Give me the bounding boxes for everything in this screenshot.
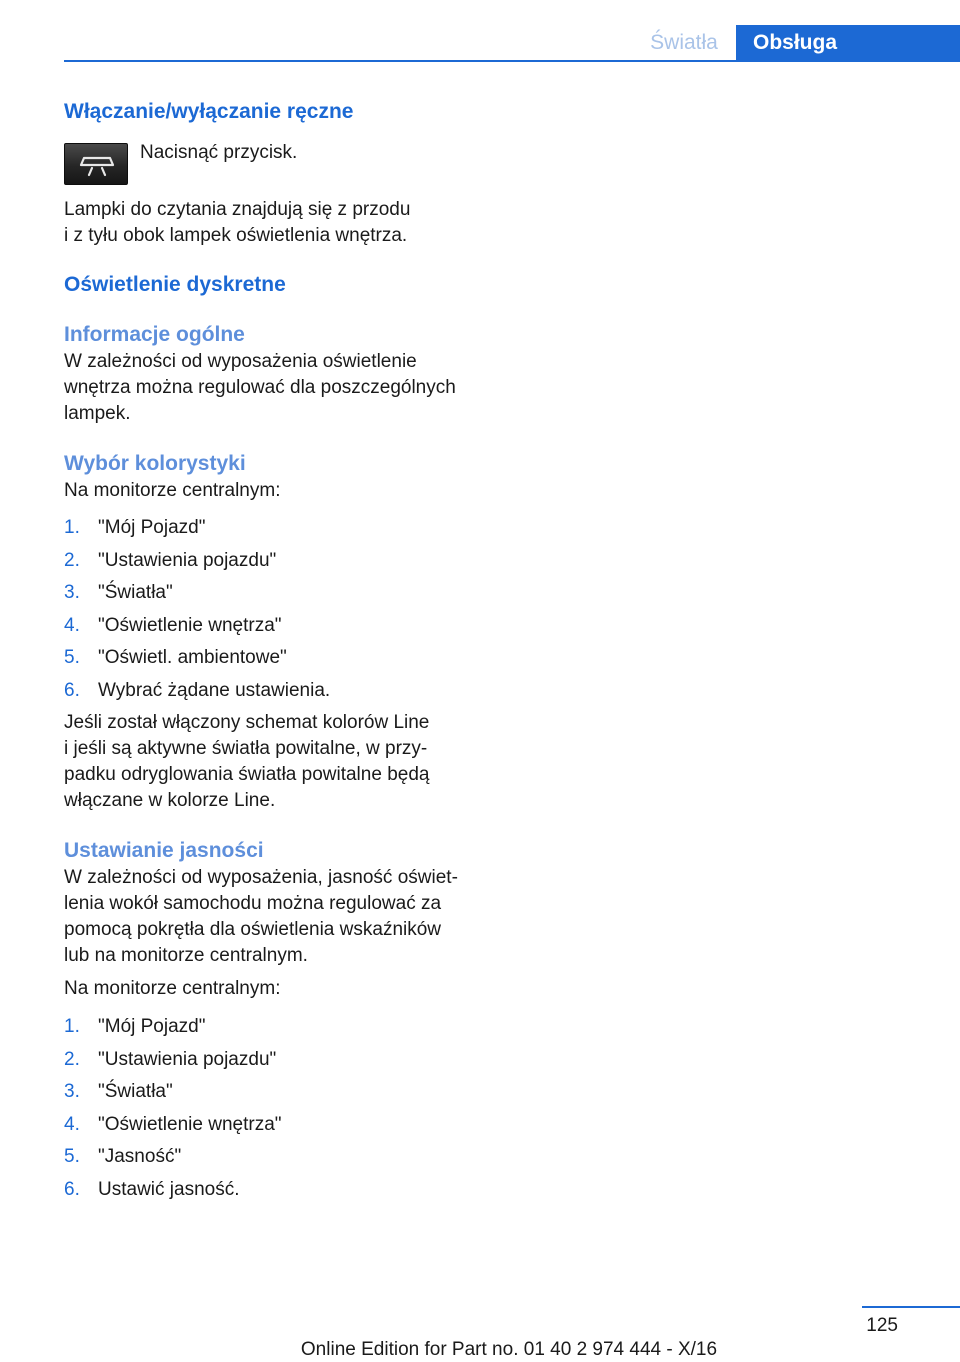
step-number: 2. [64, 1048, 80, 1070]
header-chapter-tab[interactable]: Obsługa [736, 25, 960, 62]
step-number: 6. [64, 1178, 80, 1200]
paragraph-line: wnętrza można regulować dla poszczególnych [64, 377, 456, 398]
brightness-paragraph [64, 865, 484, 969]
step-text: "Światła" [98, 582, 173, 603]
footer-divider [862, 1306, 960, 1308]
step-number: 1. [64, 1016, 80, 1037]
paragraph-line: lampek. [64, 403, 131, 424]
step-number: 6. [64, 679, 80, 701]
reading-light-button-icon [64, 143, 128, 185]
list-item [64, 645, 484, 671]
paragraph-line: i jeśli są aktywne światła powitalne, w przy‐ [64, 738, 428, 759]
list-item [64, 1144, 484, 1170]
list-item [64, 580, 484, 606]
brightness-steps [64, 1014, 484, 1203]
step-text: "Oświetl. ambientowe" [98, 647, 287, 668]
step-text: "Światła" [98, 1081, 173, 1102]
general-info-paragraph [64, 349, 484, 427]
list-item [64, 515, 484, 541]
step-text: "Ustawienia pojazdu" [98, 1048, 277, 1070]
button-instruction-text: Nacisnąć przycisk. [140, 142, 298, 163]
paragraph-line: Jeśli został włączony schemat kolorów Line [64, 712, 430, 733]
step-number: 2. [64, 549, 80, 571]
heading-brightness: Ustawianie jasności [64, 839, 264, 862]
reading-lamps-paragraph [64, 197, 484, 249]
step-text: "Ustawienia pojazdu" [98, 549, 277, 571]
step-text: Ustawić jasność. [98, 1178, 240, 1200]
step-text: "Mój Pojazd" [98, 517, 206, 538]
paragraph-line: W zależności od wyposażenia oświetlenie [64, 351, 417, 372]
color-choice-steps [64, 515, 484, 704]
edition-line: Online Edition for Part no. 01 40 2 974 444 - X/16 [300, 1339, 718, 1360]
paragraph-line: W zależności od wyposażenia, jasność oświet‐ [64, 867, 458, 888]
paragraph-line: włączane w kolorze Line. [64, 790, 276, 811]
step-number: 3. [64, 582, 80, 603]
paragraph-line: pomocą pokrętła dla oświetlenia wskaźników [64, 919, 442, 940]
list-item [64, 1079, 484, 1105]
paragraph-line: lub na monitorze centralnym. [64, 945, 308, 966]
step-number: 3. [64, 1081, 80, 1102]
paragraph-line: Lampki do czytania znajdują się z przodu [64, 199, 411, 220]
header-section-tab[interactable]: Światła [650, 31, 718, 54]
list-item [64, 1047, 484, 1073]
step-number: 4. [64, 614, 80, 636]
heading-discreet-lighting: Oświetlenie dyskretne [64, 273, 286, 296]
step-text: "Oświetlenie wnętrza" [98, 614, 282, 636]
paragraph-line: padku odryglowania światła powitalne będą [64, 764, 430, 785]
button-instruction-row [64, 143, 484, 191]
content-column [64, 98, 484, 1209]
page-number: 125 [866, 1315, 898, 1336]
list-item [64, 613, 484, 639]
step-text: Wybrać żądane ustawienia. [98, 679, 331, 701]
heading-manual-switch: Włączanie/wyłączanie ręczne [64, 100, 354, 123]
step-number: 5. [64, 1146, 80, 1167]
step-number: 4. [64, 1113, 80, 1135]
step-number: 1. [64, 517, 80, 538]
list-item [64, 678, 484, 704]
paragraph-line: lenia wokół samochodu można regulować za [64, 893, 442, 914]
heading-color-choice: Wybór kolorystyki [64, 452, 246, 475]
step-number: 5. [64, 647, 80, 668]
list-item [64, 1014, 484, 1040]
list-item [64, 1177, 484, 1203]
heading-general-info: Informacje ogólne [64, 323, 245, 346]
color-note-paragraph [64, 710, 484, 814]
step-text: "Oświetlenie wnętrza" [98, 1113, 282, 1135]
color-choice-intro: Na monitorze centralnym: [64, 480, 281, 501]
step-text: "Jasność" [98, 1146, 182, 1167]
header-divider [64, 60, 960, 62]
list-item [64, 1112, 484, 1138]
step-text: "Mój Pojazd" [98, 1016, 206, 1037]
brightness-intro: Na monitorze centralnym: [64, 978, 281, 999]
paragraph-line: i z tyłu obok lampek oświetlenia wnętrza. [64, 225, 408, 246]
list-item [64, 548, 484, 574]
